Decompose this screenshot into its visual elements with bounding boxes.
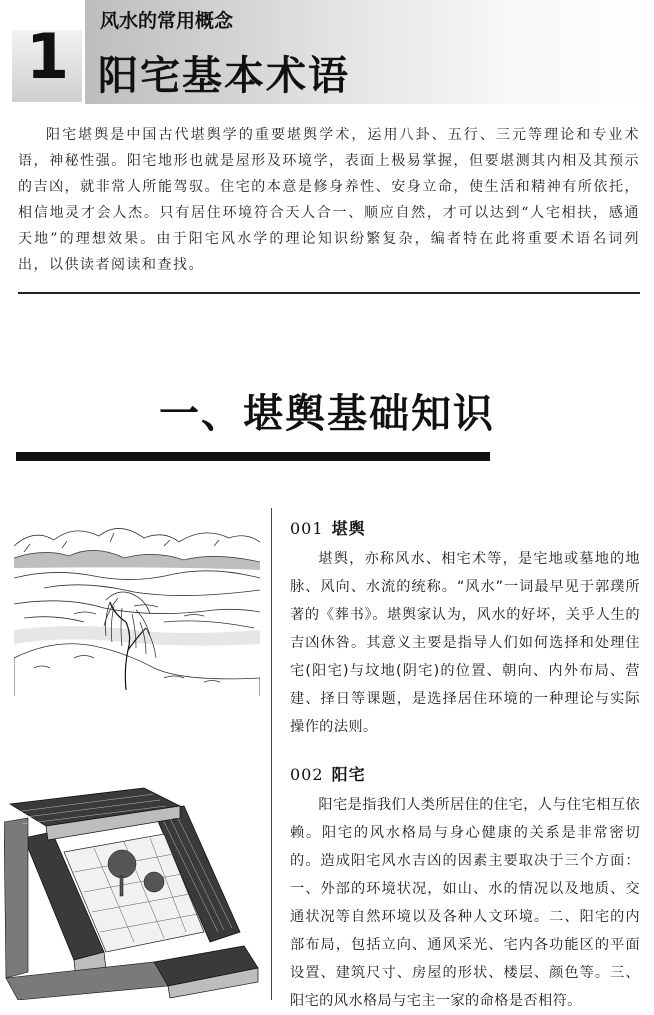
column-divider [271, 508, 272, 1000]
page-title: 阳宅基本术语 [98, 52, 350, 99]
section-underline-bar [16, 452, 490, 461]
entry-name: 阳宅 [331, 765, 366, 784]
intro-paragraph: 阳宅堪舆是中国古代堪舆学的重要堪舆学术，运用八卦、五行、三元等理论和专业术语，神秘性强。阳宅地形也就是屋形及环境学，表面上极易掌握，但要堪测其内相及其预示的吉凶，就非常人所能驾驭。住宅的本意是修身养性、安身立命，使生活和精神有所依托，相信地灵才会人杰。只有居住环境符合天人合一、顺应自然，才可以达到“人宅相扶，感通天地”的理想效果。由于阳宅风水学的理论知识纷繁复杂，编者特在此将重要术语名词列出，以供读者阅读和查找。 [18, 127, 640, 273]
courtyard-house-illustration [4, 782, 260, 1000]
entry-number: 002 [290, 765, 324, 784]
landscape-illustration [14, 518, 260, 696]
entry-body-kanyu: 堪舆，亦称风水、相宅术等，是宅地或墓地的地脉、风向、水流的统称。“风水”一词最早见于郭璞所著的《葬书》。堪舆家认为，风水的好坏，关乎人生的吉凶休咎。其意义主要是指导人们如何选择和处理住宅(阳宅)与坟地(阴宅)的位置、朝向、内外布局、营建、择日等课题，是选择居住环境的一种理论与实际操作的法则。 [290, 551, 640, 735]
entry-body-yangzhai: 阳宅是指我们人类所居住的住宅，人与住宅相互依赖。阳宅的风水格局与身心健康的关系是非常密切的。造成阳宅风水吉凶的因素主要取决于三个方面：一、外部的环境状况，如山、水的情况以及地质、交通状况等自然环境以及各种人文环境。二、阳宅的内部布局，包括立向、通风采光、宅内各功能区的平面设置、建筑尺寸、房屋的形状、楼层、颜色等。三、阳宅的风水格局与宅主一家的命格是否相符。 [290, 797, 640, 1009]
section-heading: 一、堪舆基础知识 [159, 390, 495, 437]
entry-title-kanyu [290, 516, 366, 539]
series-title: 风水的常用概念 [100, 10, 234, 32]
entry-title-yangzhai [290, 762, 366, 785]
divider-line [18, 292, 640, 294]
chapter-number: 1 [26, 20, 70, 93]
entry-name: 堪舆 [331, 519, 366, 538]
entry-number: 001 [290, 519, 324, 538]
